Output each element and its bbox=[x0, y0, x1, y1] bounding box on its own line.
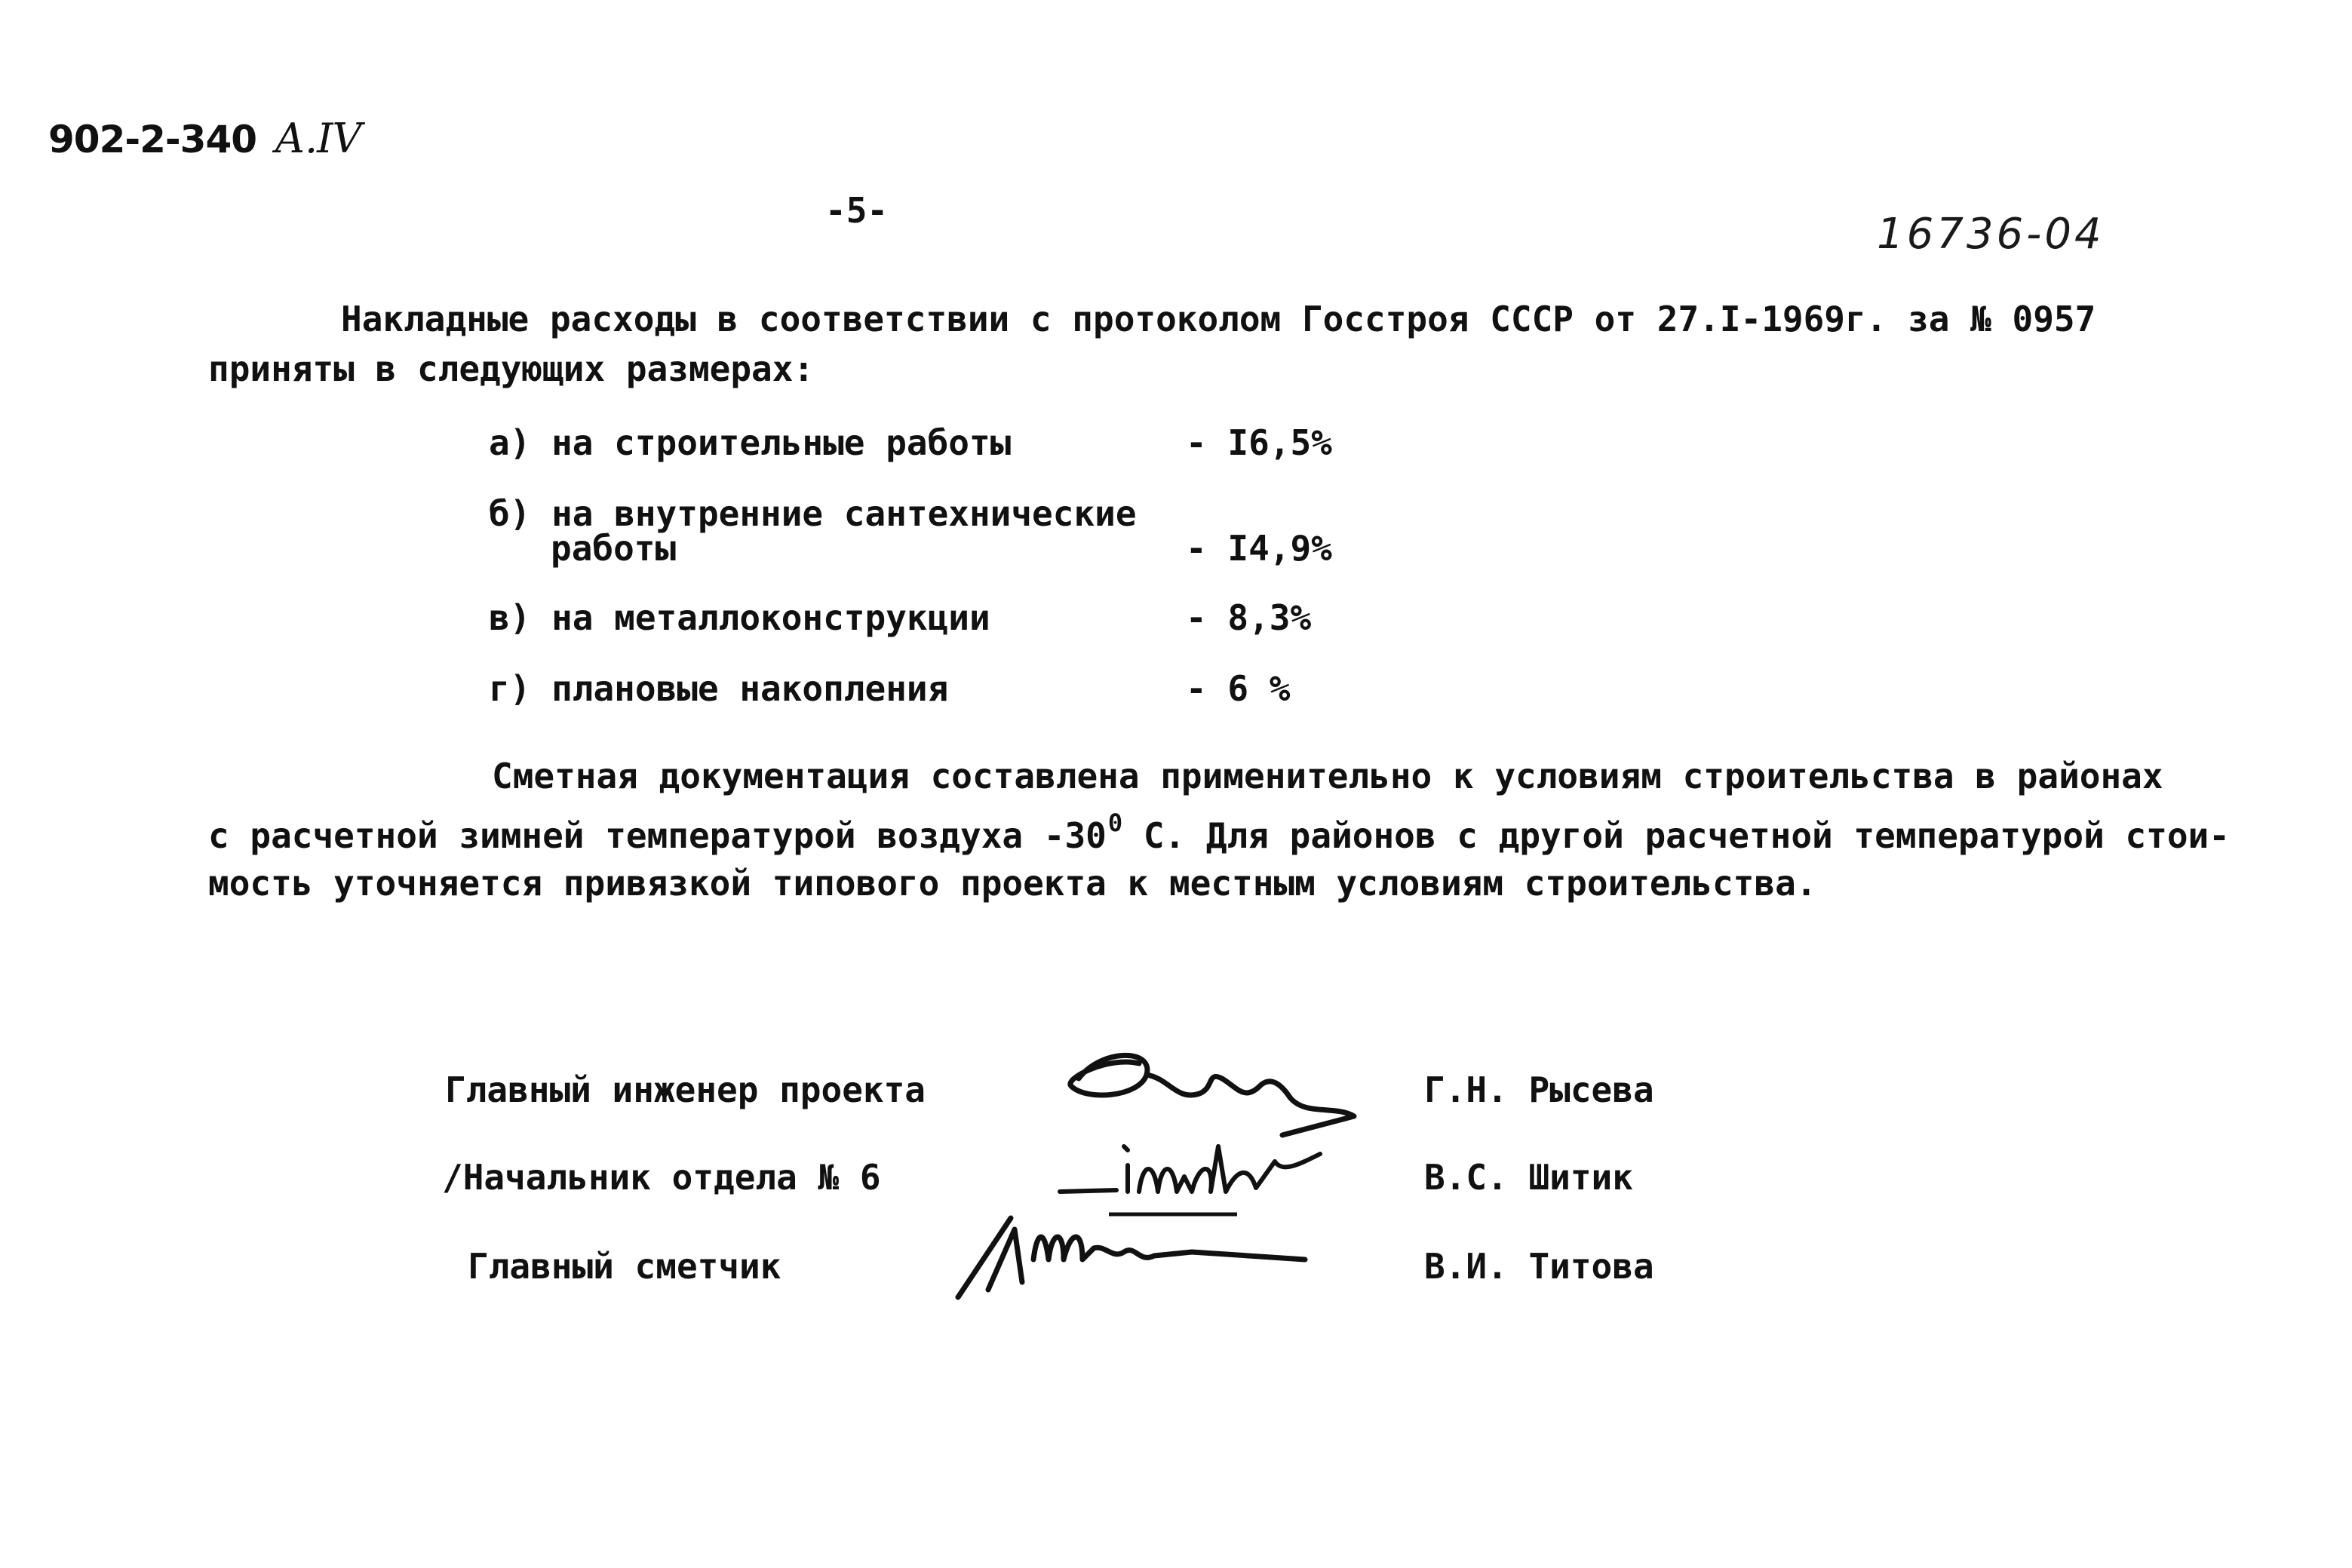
degree-superscript: 0 bbox=[1107, 809, 1123, 837]
signature-name-2: В.С. Шитик bbox=[1424, 1157, 1633, 1198]
rate-label-plumbing: б) на внутренние сантехнические bbox=[489, 493, 1137, 534]
document-number: 16736-04 bbox=[1877, 210, 2105, 259]
paragraph-1-line-1: Накладные расходы в соответствии с протоколом Госстроя СССР от 27.I-1969г. за № 0957 bbox=[341, 299, 2096, 339]
paragraph-2-line-2-start: с расчетной зимней температурой воздуха -30 bbox=[208, 815, 1107, 856]
rate-label-plumbing-cont: работы bbox=[551, 528, 677, 569]
signature-name-3: В.И. Титова bbox=[1424, 1246, 1654, 1287]
rate-value-metal: - 8,3% bbox=[1186, 597, 1312, 638]
paragraph-2-line-2 bbox=[208, 809, 2230, 856]
paragraph-1-line-2: приняты в следующих размерах: bbox=[208, 348, 815, 389]
rate-value-planned-savings: - 6 % bbox=[1186, 668, 1291, 709]
paragraph-2-line-2-end: С. Для районов с другой расчетной температурой стои- bbox=[1122, 815, 2230, 856]
signature-role-department-head: /Начальник отдела № 6 bbox=[442, 1157, 881, 1198]
signature-role-chief-engineer: Главный инженер проекта bbox=[445, 1069, 926, 1110]
rate-label-planned-savings: г) плановые накопления bbox=[489, 668, 949, 709]
rate-label-construction: а) на строительные работы bbox=[489, 422, 1012, 463]
rate-value-construction: - I6,5% bbox=[1186, 422, 1332, 463]
project-code: 902-2-340 bbox=[48, 118, 257, 161]
rate-label-metal: в) на металлоконструкции bbox=[489, 597, 990, 638]
paragraph-2-line-3: мость уточняется привязкой типового проекта к местным условиям строительства. bbox=[208, 863, 1817, 904]
document-code bbox=[48, 115, 361, 162]
signature-name-1: Г.Н. Рысева bbox=[1424, 1069, 1654, 1110]
rate-value-plumbing: - I4,9% bbox=[1186, 528, 1332, 569]
paragraph-2-line-1: Сметная документация составлена применительно к условиям строительства в районах bbox=[492, 756, 2163, 796]
handwritten-signature-3 bbox=[950, 1207, 1313, 1305]
album-number: А.IV bbox=[275, 115, 361, 162]
signature-role-chief-estimator: Главный сметчик bbox=[468, 1246, 781, 1287]
page-number: -5- bbox=[825, 190, 889, 231]
